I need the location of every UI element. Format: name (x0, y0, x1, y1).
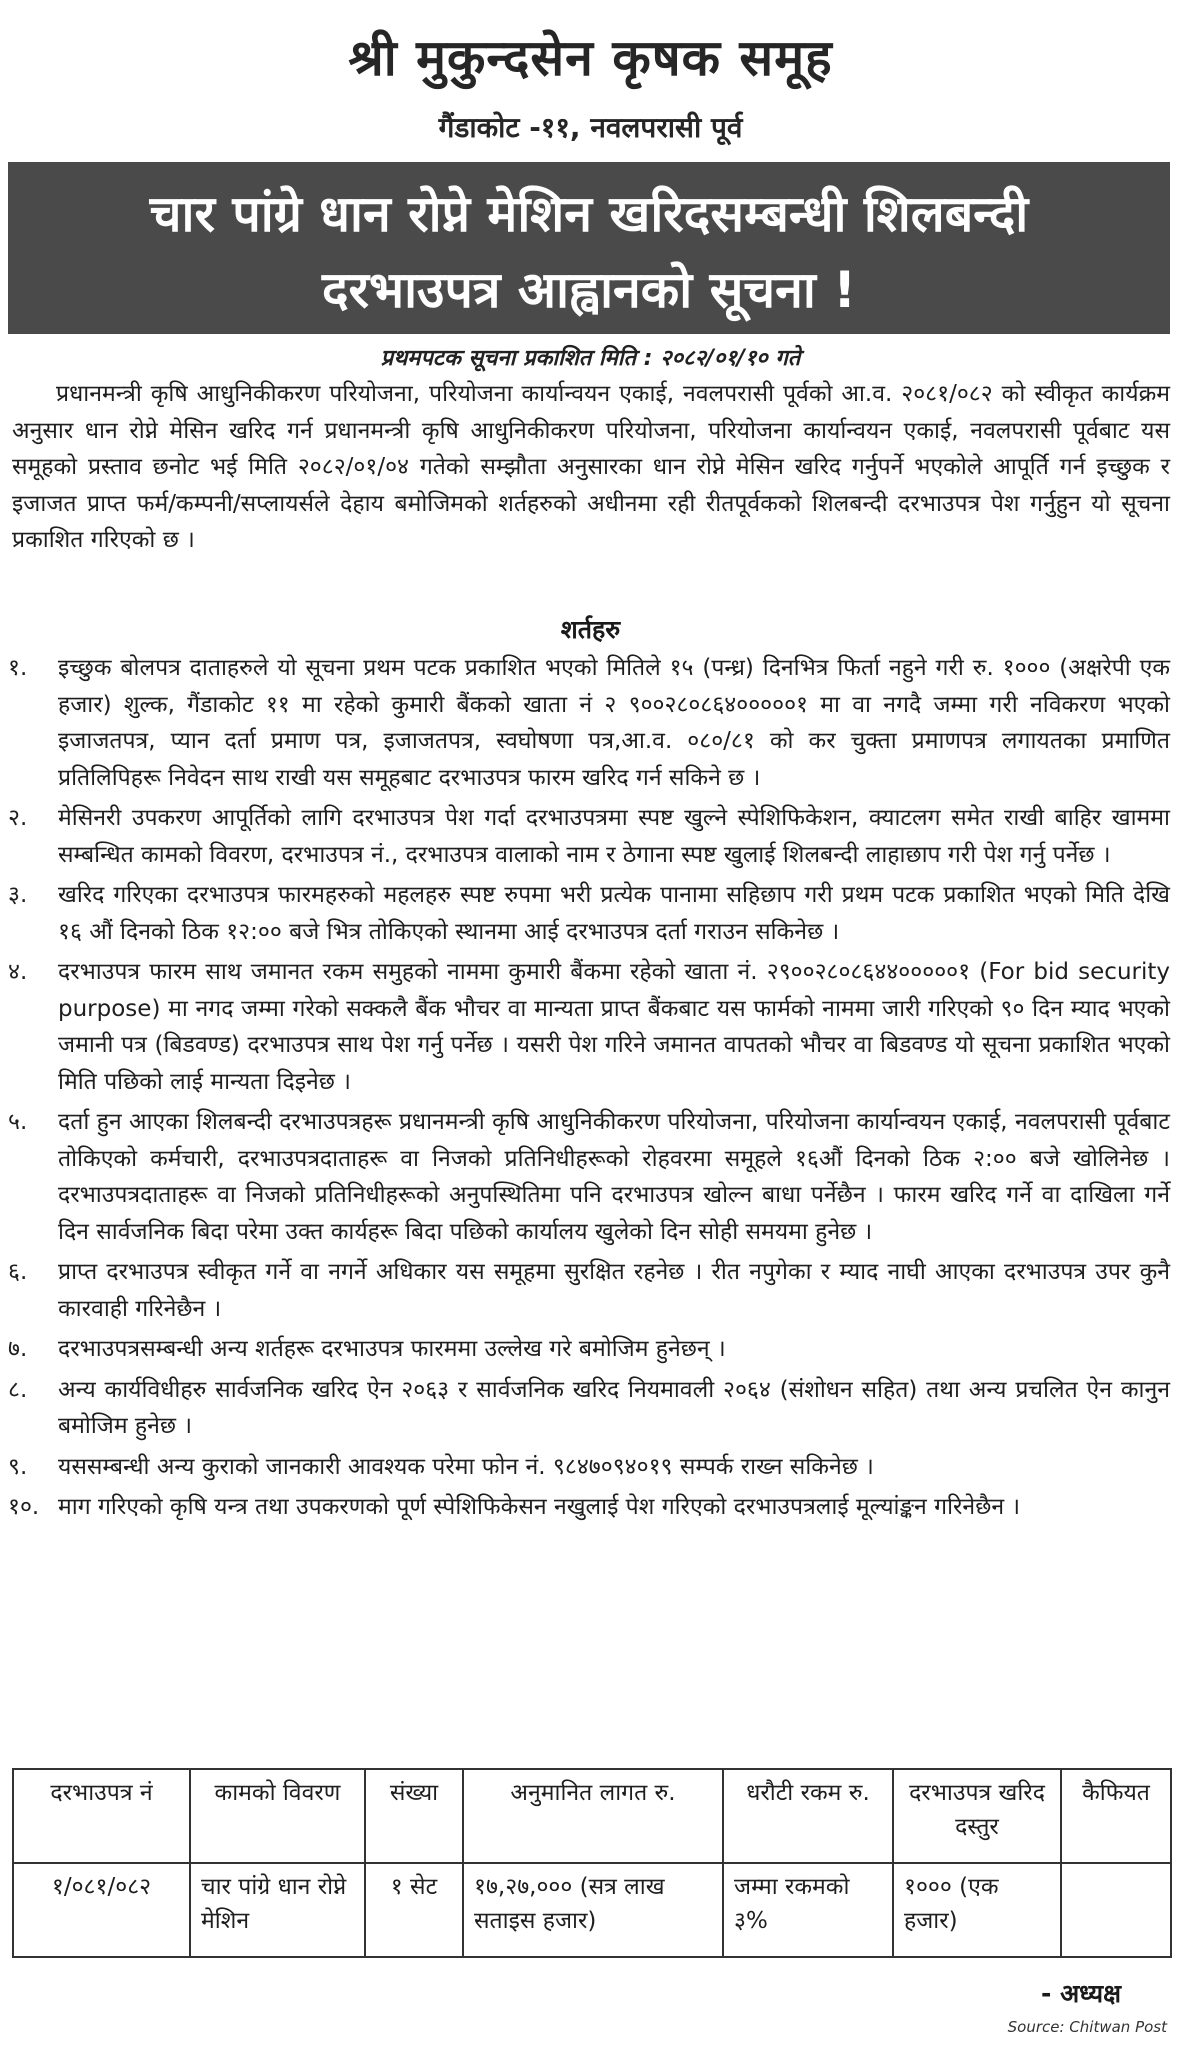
organization-address: गैंडाकोट -११, नवलपरासी पूर्व (438, 111, 743, 144)
condition-item (8, 650, 1170, 796)
condition-number: ३. (8, 882, 28, 908)
cell-work-description: चार पांग्रे धान रोप्ने मेशिन (190, 1863, 365, 1957)
organization-name: श्री मुकुन्दसेन कृषक समूह (348, 29, 833, 87)
condition-text: खरिद गरिएका दरभाउपत्र फारमहरुको महलहरु स्पष्ट रुपमा भरी प्रत्येक पानामा सहिछाप गरी प्रथम पटक प्रकाशित भएको मिति देखि १६ औं दिनको ठिक १२:०० बजे भित्र तोकिएको स्थानमा आई दरभाउपत्र दर्ता गराउन सकिनेछ । (58, 882, 1170, 945)
condition-item (8, 1331, 1170, 1368)
condition-item (8, 1372, 1170, 1445)
condition-number: १. (8, 655, 28, 681)
condition-text: प्राप्त दरभाउपत्र स्वीकृत गर्ने वा नगर्ने अधिकार यस समूहमा सुरक्षित रहनेछ । रीत नपुगेका र म्याद नाघी आएका दरभाउपत्र उपर कुनै कारवाही गरिनेछैन । (58, 1259, 1170, 1322)
condition-text: अन्य कार्यविधीहरु सार्वजनिक खरिद ऐन २०६३ र सार्वजनिक खरिद नियमावली २०६४ (संशोधन सहित) तथा अन्य प्रचलित ऐन कानुन बमोजिम हुनेछ । (58, 1376, 1170, 1439)
condition-number: ५. (8, 1109, 28, 1135)
condition-text: इच्छुक बोलपत्र दाताहरुले यो सूचना प्रथम पटक प्रकाशित भएको मितिले १५ (पन्ध्र) दिनभित्र फिर्ता नहुने गरी रु. १००० (अक्षरेपी एक हजार) शुल्क, गैंडाकोट ११ मा रहेको कुमारी बैंकको खाता नं २ ९००२८०८६४०००००१ मा वा नगदै जम्मा गरी नविकरण भएको इजाजतपत्र, प्यान दर्ता प्रमाण पत्र, इजाजतपत्र, स्वघोषणा पत्र,आ.व. ०८०/८१ को कर चुक्ता प्रमाणपत्र लगायतका प्रमाणित प्रतिलिपिहरू निवेदन साथ राखी यस समूहबाट दरभाउपत्र फारम खरिद गर्न सकिने छ । (58, 655, 1170, 791)
cell-deposit-amount: जम्मा रकमको ३% (723, 1863, 893, 1957)
condition-number: ८. (8, 1376, 28, 1403)
condition-item (8, 1104, 1170, 1250)
condition-text: माग गरिएको कृषि यन्त्र तथा उपकरणको पूर्ण स्पेशिफिकेसन नखुलाई पेश गरिएको दरभाउपत्रलाई मूल्यांङ्कन गरिनेछैन । (58, 1494, 1021, 1520)
conditions-list (8, 650, 1170, 1530)
condition-number: ४. (8, 959, 28, 985)
header-bid-number: दरभाउपत्र नं (13, 1769, 190, 1863)
notice-title-line-2: दरभाउपत्र आह्वानको सूचना ! (321, 261, 857, 319)
bid-details-table (12, 1768, 1172, 1958)
header-estimated-cost: अनुमानित लागत रु. (463, 1769, 723, 1863)
cell-quantity: १ सेट (365, 1863, 463, 1957)
condition-item (8, 877, 1170, 950)
signatory-title: - अध्यक्ष (1040, 1979, 1121, 2008)
condition-item (8, 1489, 1170, 1526)
condition-text: मेसिनरी उपकरण आपूर्तिको लागि दरभाउपत्र पेश गर्दा दरभाउपत्रमा स्पष्ट खुल्ने स्पेशिफिकेशन, क्याटलग समेत राखी बाहिर खाममा सम्बन्धित कामको विवरण, दरभाउपत्र नं., दरभाउपत्र वालाको नाम र ठेगाना स्पष्ट खुलाई शिलबन्दी लाहाछाप गरी पेश गर्नु पर्नेछ । (58, 805, 1170, 868)
condition-text: दर्ता हुन आएका शिलबन्दी दरभाउपत्रहरू प्रधानमन्त्री कृषि आधुनिकीकरण परियोजना, परियोजना कार्यान्वयन एकाई, नवलपरासी पूर्वबाट तोकिएको कर्मचारी, दरभाउपत्रदाताहरू वा निजको प्रतिनिधीहरूको रोहवरमा समूहले १६औं दिनको ठिक २:०० बजे खोलिनेछ । दरभाउपत्रदाताहरू वा निजको प्रतिनिधीहरूको अनुपस्थितिमा पनि दरभाउपत्र खोल्न बाधा पर्नेछैन । फारम खरिद गर्ने वा दाखिला गर्ने दिन सार्वजनिक बिदा परेमा उक्त कार्यहरू बिदा पछिको कार्यालय खुलेको दिन सोही समयमा हुनेछ । (58, 1109, 1170, 1245)
table-header-row (13, 1769, 1171, 1863)
condition-number: ७. (8, 1336, 28, 1362)
header-work-description: कामको विवरण (190, 1769, 365, 1863)
condition-number: १०. (8, 1494, 40, 1520)
notice-title-line-1: चार पांग्रे धान रोप्ने मेशिन खरिदसम्बन्धी शिलबन्दी (149, 185, 1029, 243)
cell-remarks (1061, 1863, 1171, 1957)
cell-form-fee: १००० (एक हजार) (893, 1863, 1061, 1957)
condition-item (8, 1254, 1170, 1327)
condition-number: २. (8, 805, 28, 831)
condition-text: यससम्बन्धी अन्य कुराको जानकारी आवश्यक परेमा फोन नं. ९८४७०९४०१९ सम्पर्क राख्न सकिनेछ । (58, 1453, 874, 1480)
source-credit: Source: Chitwan Post (1007, 2018, 1167, 2036)
cell-estimated-cost: १७,२७,००० (सत्र लाख सताइस हजार) (463, 1863, 723, 1957)
condition-number: ९. (8, 1453, 28, 1480)
condition-text: दरभाउपत्र फारम साथ जमानत रकम समुहको नाममा कुमारी बैंकमा रहेको खाता नं. २९००२८०८६४४०००००१ (For bid security purpose) मा नगद जम्मा गरेको सक्कलै बैंक भौचर वा मान्यता प्राप्त बैंकबाट यस फार्मको नाममा जारी गरिएको ९० दिन म्याद भएको जमानी पत्र (बिडवण्ड) दरभाउपत्र साथ पेश गर्नु पर्नेछ । यसरी पेश गरिने जमानत वापतको भौचर वा बिडवण्ड यो सूचना प्रकाशित भएको मिति पछिको लाई मान्यता दिइनेछ । (58, 959, 1170, 1095)
condition-text: दरभाउपत्रसम्बन्धी अन्य शर्तहरू दरभाउपत्र फारममा उल्लेख गरे बमोजिम हुनेछन् । (58, 1336, 726, 1362)
header-quantity: संख्या (365, 1769, 463, 1863)
header-deposit-amount: धरौटी रकम रु. (723, 1769, 893, 1863)
table-row (13, 1863, 1171, 1957)
intro-paragraph: प्रधानमन्त्री कृषि आधुनिकीकरण परियोजना, परियोजना कार्यान्वयन एकाई, नवलपरासी पूर्वको आ.व. २०८१/०८२ को स्वीकृत कार्यक्रम अनुसार धान रोप्ने मेसिन खरिद गर्न प्रधानमन्त्री कृषि आधुनिकीकरण परियोजना, परियोजना कार्यान्वयन एकाई, नवलपरासी पूर्वबाट यस समूहको प्रस्ताव छनोट भई मिति २०८२/०१/०४ गतेको सम्झौता अनुसारका धान रोप्ने मेसिन खरिद गर्नुपर्ने भएकोले आपूर्ति गर्न इच्छुक र इजाजत प्राप्त फर्म/कम्पनी/सप्लायर्सले देहाय बमोजिमको शर्तहरुको अधीनमा रही रीतपूर्वकको शिलबन्दी दरभाउपत्र पेश गर्नुहुन यो सूचना प्रकाशित गरिएको छ । (12, 381, 1170, 553)
publication-date: प्रथमपटक सूचना प्रकाशित मिति : २०८२/०१/१० गते (380, 346, 801, 371)
header-remarks: कैफियत (1061, 1769, 1171, 1863)
notice-title-banner (8, 162, 1170, 334)
condition-item (8, 800, 1170, 873)
condition-item (8, 954, 1170, 1100)
header-form-fee: दरभाउपत्र खरिद दस्तुर (893, 1769, 1061, 1863)
cell-bid-number: १/०८१/०८२ (13, 1863, 190, 1957)
conditions-heading: शर्तहरु (560, 615, 621, 644)
condition-number: ६. (8, 1259, 28, 1285)
condition-item (8, 1449, 1170, 1486)
